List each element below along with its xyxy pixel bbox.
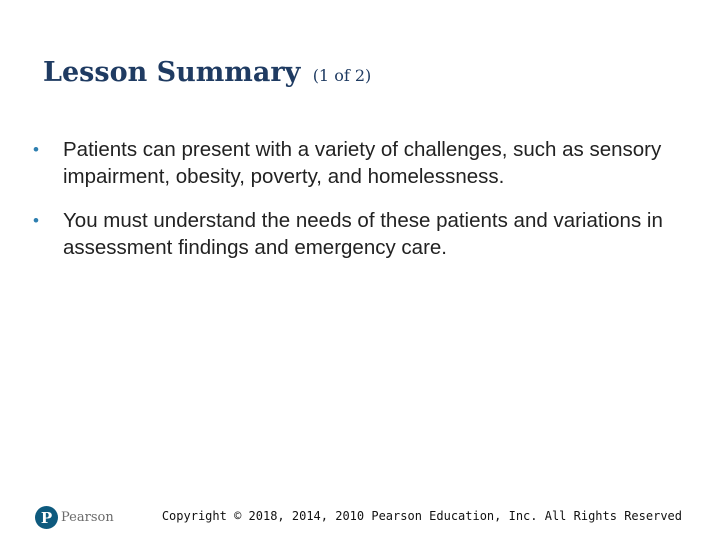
- bullet-list: [32, 136, 682, 278]
- list-item: [32, 136, 682, 190]
- bullet-text: You must understand the needs of these patients and variations in assessment findings and emergency care.: [63, 209, 663, 259]
- copyright-notice: Copyright © 2018, 2014, 2010 Pearson Education, Inc. All Rights Reserved: [161, 509, 682, 523]
- pearson-logo-text: Pearson: [61, 510, 114, 525]
- slide-title: [43, 57, 371, 89]
- bullet-icon: •: [33, 140, 39, 159]
- slide-title-suffix: (1 of 2): [312, 66, 372, 85]
- bullet-icon: •: [33, 211, 39, 230]
- pearson-logo-icon: P: [35, 506, 58, 529]
- bullet-text: Patients can present with a variety of challenges, such as sensory impairment, obesity, poverty, and homelessness.: [63, 138, 662, 188]
- slide-title-text: Lesson Summary: [43, 57, 301, 88]
- list-item: [32, 207, 682, 261]
- pearson-logo: [35, 505, 114, 530]
